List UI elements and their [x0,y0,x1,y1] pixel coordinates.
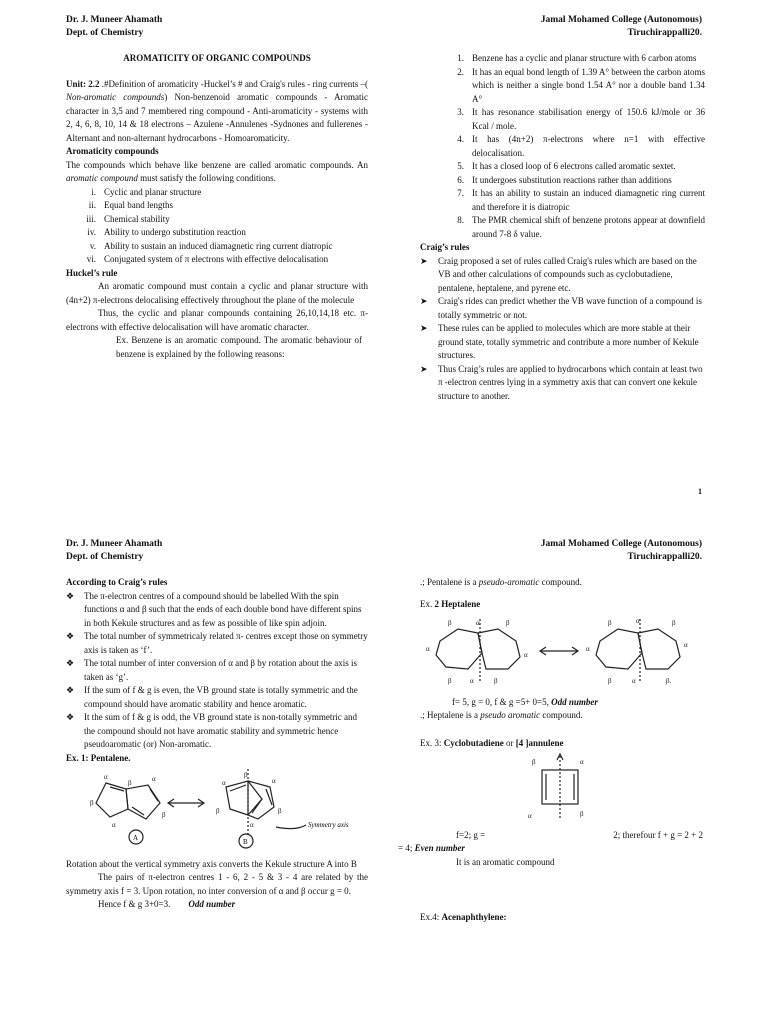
svg-text:α: α [528,812,532,820]
item-text: It undergoes substitution reactions rather than additions [472,174,672,185]
svg-text:β: β [216,807,220,815]
author-name: Dr. J. Muneer Ahamath [66,15,163,25]
pent-concl-2: compound. [539,577,582,587]
svg-text:β: β [128,779,132,787]
item-number: iii. [86,213,96,224]
cyclobutadiene-result [398,842,705,856]
ex2-pre: Ex. [420,598,435,609]
craig-rules-list [66,590,368,752]
heptalene-b-ring-right [638,629,680,669]
huckel-example: Ex. Benzene is an aromatic compound. The aromatic behaviour of benzene is explained by the following reasons: [116,335,362,359]
cyclobutadiene-ring [542,770,578,804]
heptalene-a-ring-left [436,629,482,669]
heptalene-conclusion [420,709,705,723]
svg-text:β: β [608,677,612,685]
item-number: 1. [457,53,464,63]
svg-text:β: β [448,677,452,685]
svg-text:α: α [476,619,480,627]
craig-point [420,322,705,363]
item-number: v. [89,240,96,251]
item-text: It has an equal bond length of 1.39 A° between the carbon atoms which is neither a single bond 1.54 A° nor a double band 1.34 A° [472,66,705,104]
svg-text:α: α [684,641,688,649]
svg-text:β: β [672,619,676,627]
item-text: Craig proposed a set of rules called Craig's rules which are based on the VB and other calculations of compounds such as cyclobutadiene, pentalene, heptalene, and pyrene etc. [438,255,697,293]
pentalene-structures-diagram [66,765,366,853]
svg-text:α: α [426,645,430,653]
reason-item [420,214,705,241]
svg-text:β: β [608,619,612,627]
item-text: These rules can be applied to molecules which are more stable at their ground state, totally symmetric and contribute a more number of Kekule structures. [438,323,699,360]
odd-number-1: Odd number [188,899,236,909]
item-number: 8. [457,215,464,225]
header-left [66,14,162,40]
reason-item [420,160,705,174]
item-text: Cyclic and planar structure [104,186,202,197]
ex3-pre: Ex. 3: [420,737,444,748]
hence-text: Hence f & g 3+0=3. [98,899,171,909]
header-right [541,14,702,40]
item-text: Craig's rides can predict whether the VB wave function of a compound is totally symmetric or not. [438,296,702,320]
bullet-icon: ❖ [66,658,75,668]
according-heading [66,576,368,590]
page-title: AROMATICITY OF ORGANIC COMPOUNDS [123,53,311,63]
item-text: The total number of inter conversion of α and β by rotation about the axis is taken as ‘g’. [84,658,357,682]
hept-concl-italic: pseudo aromatic [480,710,541,720]
header-left [66,538,162,564]
reason-item [420,174,705,188]
item-number: iv. [87,227,96,237]
reason-item [420,133,705,160]
item-number: 4. [457,134,464,144]
item-text: Thus Craig’s rules are applied to hydrocarbons which contain at least two π -electron centres lying in a symmetry axis that can convert one kekule structure to another. [438,363,703,401]
item-text: It has resonance stabilisation energy of 150.6 kJ/mole or 36 Kcal / mole. [472,107,705,131]
according-text: According to [66,577,118,587]
aromaticity-paragraph [66,159,368,186]
cb-calc-c: = 4; [398,843,415,853]
college-name: Jamal Mohamed College (Autonomous) [540,15,702,25]
arom-italic: aromatic compound [66,173,138,183]
arom-text-2: must satisfy the following conditions. [137,173,276,183]
rule-item [66,684,368,711]
bullet-icon: ➤ [420,296,428,306]
hept-concl-2: compound. [540,710,583,720]
reason-item [420,66,705,107]
item-number: vi. [86,254,96,264]
craig-point [420,255,705,296]
huckel-paragraph-1: An aromatic compound must contain a cyclic and planar structure with (4n+2) π-electrons delocalising effectively throughout the plane of the molecule [66,281,368,305]
condition-item [66,253,368,267]
cb-calc-b: 2; therefour f + g = 2 + 2 [613,829,703,840]
item-text: Benzene has a cyclic and planar structure with 6 carbon atoms [472,53,697,63]
bullet-icon: ❖ [66,631,75,641]
item-text: Ability to sustain an induced diamagnetic ring current diatropic [104,240,333,251]
aromaticity-heading: Aromaticity compounds [66,146,159,156]
rule-item [66,657,368,684]
arom-text-1: The compounds which behave like benzene are called aromatic compounds. An [66,159,368,170]
condition-item [66,240,368,254]
unit-text: .#Definition of aromaticity -Huckel’s # and Craig's rules - ring currents –( [99,78,368,89]
example-2-heading [420,598,705,612]
bullet-icon: ❖ [66,685,75,695]
bullet-icon: ➤ [420,363,428,374]
conditions-list [66,186,368,267]
ex4-bold: Acenaphthylene: [441,912,507,922]
college-city: Tiruchirappalli20. [627,551,702,562]
structure-a-label: A [133,834,139,842]
bullet-icon: ➤ [420,255,428,266]
item-text: Chemical stability [104,213,170,224]
author-name: Dr. J. Muneer Ahamath [66,539,163,549]
huckel-paragraph-2: Thus, the cyclic and planar compounds containing 26,10,14,18 etc. π-electrons with effective delocalisation will have aromatic character. [66,308,368,332]
example-1-heading: Ex. 1: Pentalene. [66,752,131,763]
item-text: Equal band lengths [104,200,173,210]
rule-item [66,630,368,657]
hept-odd-number: Odd number [551,696,598,707]
cyclobutadiene-calc [420,829,705,843]
item-number: i. [91,186,96,197]
bullet-icon: ❖ [66,712,75,722]
page-1 [0,0,768,510]
svg-text:α: α [636,617,640,625]
college-name: Jamal Mohamed College (Autonomous) [540,539,702,549]
rule-item [66,590,368,631]
heptalene-b-ring-left [596,629,642,669]
example-4-heading [420,911,705,925]
item-text: The PMR chemical shift of benzene protons appear at downfield around 7-8 δ value. [472,215,705,239]
ex4-pre: Ex.4: [420,912,442,922]
heptalene-calc [420,696,705,710]
page1-left-column [66,52,368,361]
item-number: 7. [457,188,464,198]
page-number: 1 [698,487,702,496]
item-text: Ability to undergo substitution reaction [104,227,246,237]
cb-even-number: Even number [414,843,465,853]
item-number: 5. [457,161,464,171]
page2-right-column [398,576,705,925]
ex2-bold: 2 Heptalene [434,598,481,609]
pentalene-conclusion [420,576,705,590]
unit-italic: Non-aromatic compounds [66,92,165,102]
craig-heading: Craig’s rules [420,242,470,252]
item-text: The total number of symmetricaly related π- centres except those on symmetry axis is taken as ‘f’. [84,631,368,655]
heptalene-a-ring-right [478,629,520,669]
condition-item [66,226,368,240]
svg-text:β: β [244,771,248,779]
item-text: It has an ability to sustain an induced diamagnetic ring current and therefore it is diatropic [472,188,705,212]
item-number: 3. [457,107,464,117]
pent-concl-1: .; Pentalene is a [420,577,479,587]
ex3-bold: Cyclobutadiene [443,737,504,748]
craig-points-list [420,255,705,404]
svg-text:β: β [494,677,498,685]
hept-concl-1: .; Heptalene is a [420,710,481,720]
cyclobutadiene-aromatic: It is an aromatic compound [456,856,555,867]
symmetry-axis-label: Symmetry axis [308,821,349,829]
svg-text:β: β [278,807,282,815]
header-right [541,538,702,564]
item-text: Conjugated system of π electrons with effective delocalisation [104,254,329,264]
pairs-paragraph: The pairs of π-electron centres 1 - 6, 2 - 5 & 3 - 4 are related by the symmetry axis f = 3. Upon rotation, no inter conversion of α and β occur g = 0. [66,872,368,896]
unit-label: Unit: 2.2 [66,78,100,89]
item-number: 2. [457,66,464,77]
svg-text:α: α [152,775,156,783]
craig-point [420,363,705,404]
according-bold: Craig’s rules [118,577,168,587]
svg-text:β: β [448,619,452,627]
example-3-heading [420,737,705,751]
svg-text:α: α [580,758,584,766]
college-city: Tiruchirappalli20. [627,27,702,38]
svg-text:α: α [586,645,590,653]
unit-text-2: ) Non-benzenoid aromatic compounds - Aromatic character in 3,5 and 7 membered ring compound - Anti-aromaticity - systems with 2, 4, 6, 8, 10, 14 & 18 electrons – Azulene -Annulenes -Sydnones and fullerenes -Alternant and non-alternant hydrocarbons - Homoaromaticity. [66,92,368,143]
item-text: It has (4n+2) π-electrons where n=1 with effective delocalisation. [472,134,705,158]
reason-item [420,187,705,214]
craig-point [420,295,705,322]
item-text: If the sum of f & g is even, the VB ground state is totally symmetric and the compound should have aromatic stability and hence aromatic. [84,685,358,709]
item-text: It the sum of f & g is odd, the VB ground state is non-totally symmetric and the compound should not have aromatic stability and symmetric hence pseudoaromatic (or) Non-aromatic. [84,712,358,749]
department: Dept. of Chemistry [66,27,144,38]
svg-text:α: α [112,821,116,829]
ex3-bold-2: [4 ]annulene [515,737,564,748]
svg-text:β: β [90,799,94,807]
bullet-icon: ❖ [66,590,75,601]
item-text: The π-electron centres of a compound should be labelled With the spin functions α and β such that the ends of each double bond have different spins in both Kekule structures and as few as possible of like spin adjoin. [84,590,362,628]
item-number: ii. [88,200,96,210]
item-text: It has a closed loop of 6 electrons called aromatic sextet. [472,161,676,171]
cb-calc-a: f=2; g = [456,829,486,840]
svg-text:α: α [470,677,474,685]
item-number: 6. [457,174,464,185]
svg-text:α: α [222,779,226,787]
ex3-mid: or [503,737,516,748]
pent-concl-italic: pseudo-aromatic [478,577,540,587]
svg-text:β: β [532,758,536,766]
svg-text:β: β [506,619,510,627]
svg-text:β: β [580,810,584,818]
condition-item [66,213,368,227]
page1-right-column [420,52,705,403]
hence-line [66,898,368,912]
svg-text:α: α [104,773,108,781]
svg-text:α: α [524,651,528,659]
svg-text:β: β [162,811,166,819]
department: Dept. of Chemistry [66,551,144,562]
reason-item [420,52,705,66]
structure-b-label: B [243,838,248,846]
rotation-paragraph: Rotation about the vertical symmetry axis converts the Kekule structure A into B [66,858,357,869]
cyclobutadiene-diagram [420,750,705,824]
hept-calc-text: f= 5, g = 0, f & g =5+ 0=5, [452,696,552,707]
svg-text:α: α [272,777,276,785]
rule-item [66,711,368,752]
heptalene-structures-diagram [420,611,705,691]
condition-item [66,186,368,200]
page-2 [0,524,768,1034]
bullet-icon: ➤ [420,323,428,333]
unit-paragraph [66,78,368,146]
svg-text:β.: β. [666,677,672,685]
svg-text:α: α [632,677,636,685]
benzene-reasons-list [420,52,705,241]
reason-item [420,106,705,133]
svg-text:α: α [250,821,254,829]
condition-item [66,199,368,213]
huckel-heading: Huckel’s rule [66,267,118,278]
page2-left-column [66,576,368,912]
